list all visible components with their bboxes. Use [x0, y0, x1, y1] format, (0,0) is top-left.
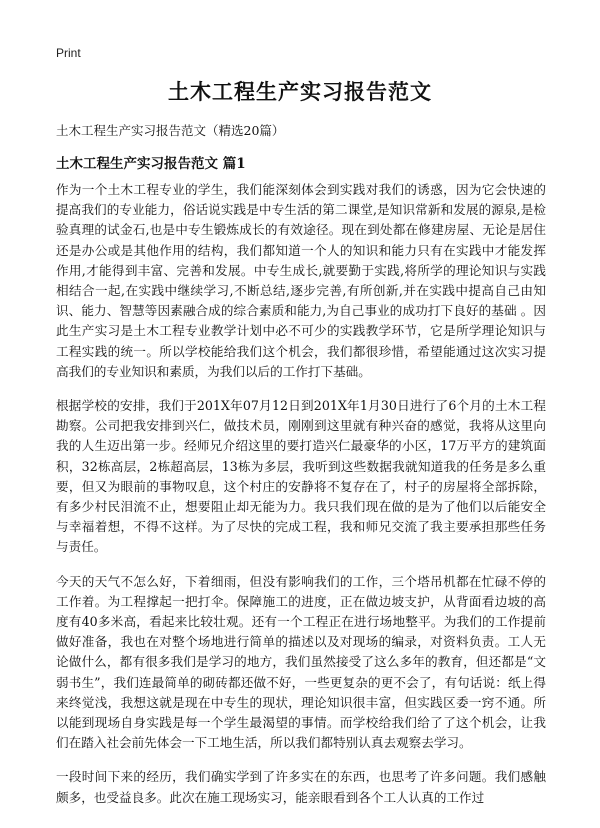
- document-body: [56, 180, 546, 822]
- document-title: 土木工程生产实习报告范文: [168, 79, 432, 104]
- paragraph-3: 今天的天气不怎么好，下着细雨，但没有影响我们的工作，三个塔吊机都在忙碌不停的工作着。为工程撑起一把打伞。保障施工的进度，正在做边坡支护，从背面看边坡的高度有40多米高，看起来比较壮观。还有一个工程正在进行场地整平。为我们的工作提前做好准备，我也在对整个场地进行简单的描述以及对现场的编录，对资料负责。工人无论做什么，都有很多我们是学习的地方，我们虽然接受了这么多年的教育，但还都是“文弱书生”，我们连最简单的砌砖都还做不好，一些更复杂的更不会了，有句话说：纸上得来终觉浅，我想这就是现在中专生的现状，理论知识很丰富，但实践区委一窍不通。所以能到现场自身实践是每一个学生最渴望的事情。而学校给我们给了了这个机会，让我们在踏入社会前先体会一下工地生活，所以我们都特别认真去观察去学习。: [56, 573, 546, 751]
- paragraph-4: 一段时间下来的经历，我们确实学到了许多实在的东西，也思考了许多问题。我们感触颇多，也受益良多。此次在施工现场实习，能亲眼看到各个工人认真的工作过: [56, 769, 546, 805]
- paragraph-1: 作为一个土木工程专业的学生，我们能深刻体会到实践对我们的诱惑，因为它会快速的提高我们的专业能力，俗话说实践是中专生活的第二课堂,是知识常新和发展的源泉,是检验真理的试金石,也是中专生锻炼成长的有效途径。现在到处都在修建房屋、无论是居住还是办公或是其他作用的结构，我们都知道一个人的知识和能力只有在实践中才能发挥作用,才能得到丰富、完善和发展。中专生成长,就要勤于实践,将所学的理论知识与实践相结合一起,在实践中继续学习,不断总结,逐步完善,有所创新,并在实践中提高自己由知识、能力、智慧等因素融合成的综合素质和能力,为自己事业的成功打下良好的基础 。因此生产实习是土木工程专业教学计划中必不可少的实践教学环节，它是所学理论知识与工程实践的统一。所以学校能给我们这个机会，我们都很珍惜，希望能通过这次实习提高我们的专业知识和素质，为我们以后的工作打下基础。: [56, 182, 546, 379]
- section-heading: 土木工程生产实习报告范文 篇1: [56, 156, 246, 172]
- paragraph-2: 根据学校的安排，我们于201X年07月12日到201X年1月30日进行了6个月的土木工程勘察。公司把我安排到兴仁，做技术员，刚刚到这里就有种兴奋的感觉，我将从这里向我的人生迈出第一步。经师兄介绍这里的要打造兴仁最豪华的小区，17万平方的建筑面积，32栋高层，2栋超高层，13栋为多层，我听到这些数据我就知道我的任务是多么重要，但又为眼前的事物叹息，这个村庄的安静将不复存在了，村子的房屋将全部拆除，有多少村民泪流不止，想要阻止却无能为力。我只我们现在做的是为了他们以后能安全与幸福着想，不得不这样。为了尽快的完成工程，我和师兄交流了我主要承担那些任务与责任。: [56, 398, 546, 555]
- document-subtitle: 土木工程生产实习报告范文（精选20篇）: [56, 123, 285, 138]
- print-link[interactable]: Print: [56, 46, 81, 60]
